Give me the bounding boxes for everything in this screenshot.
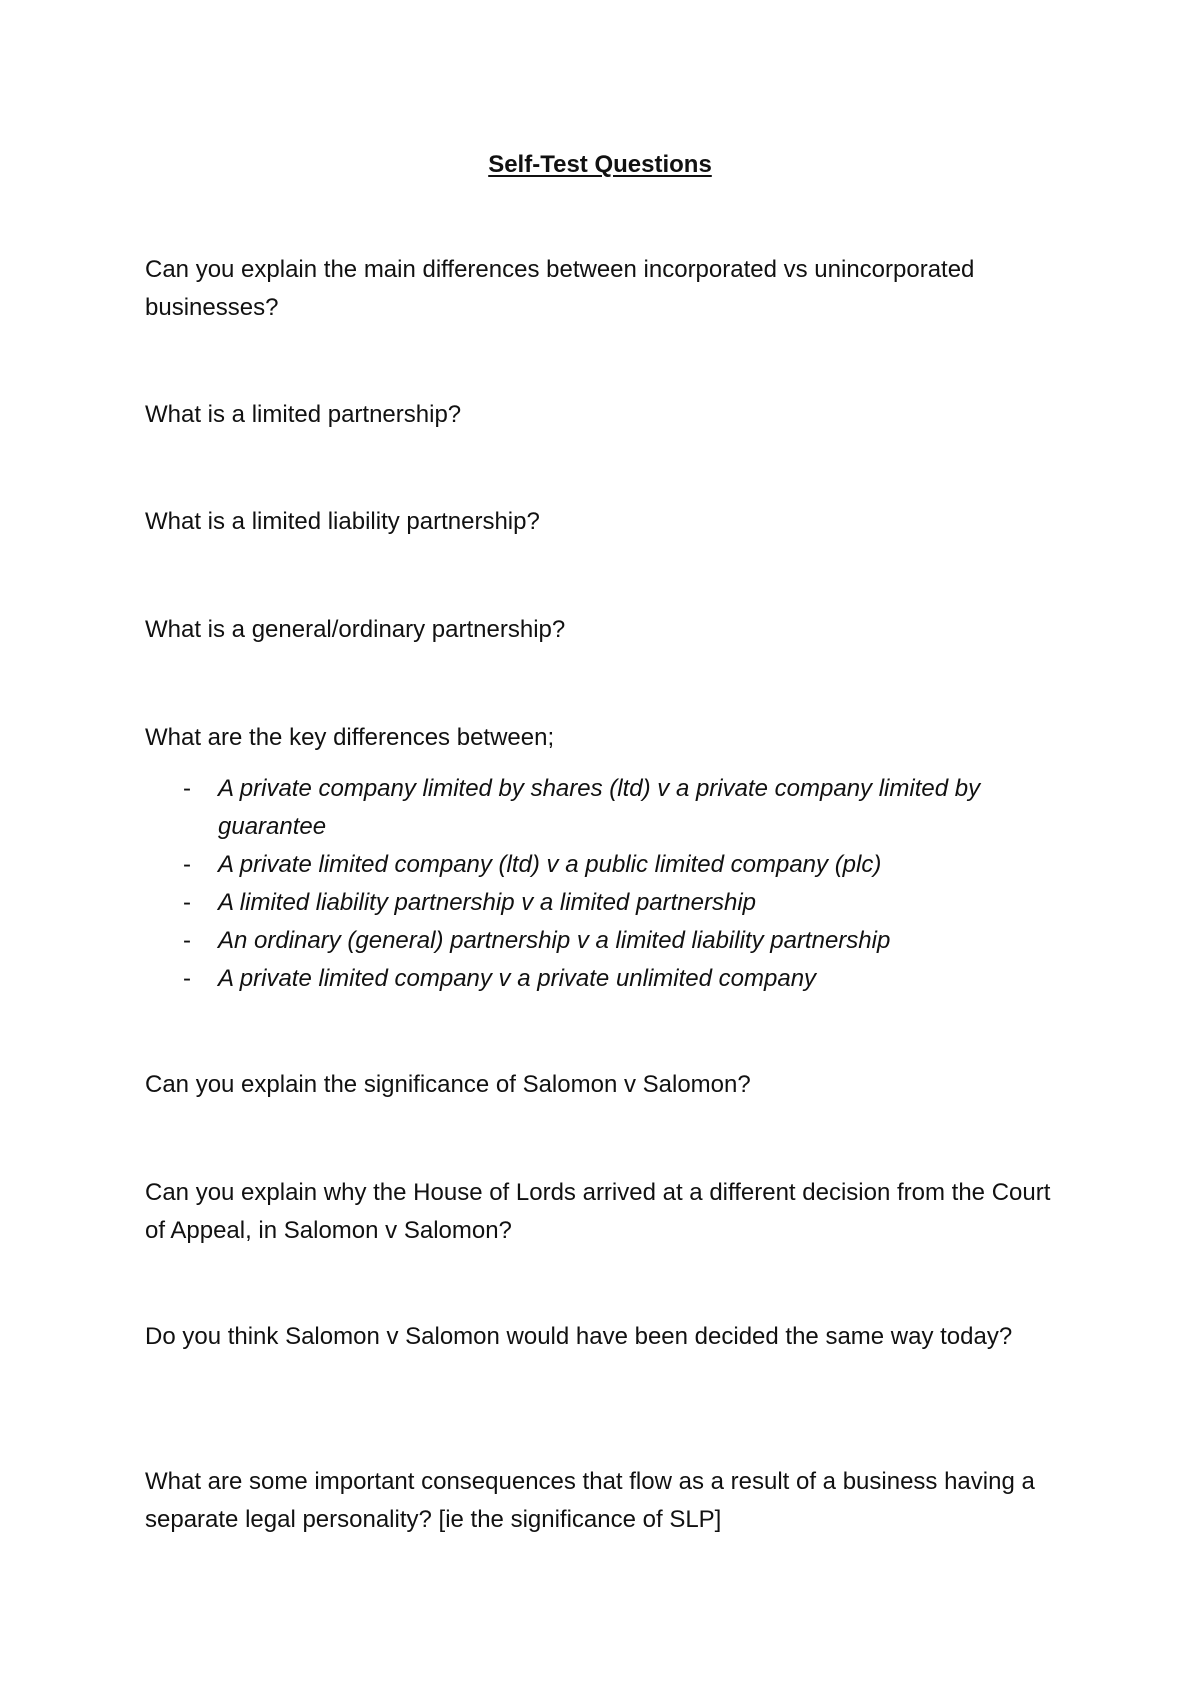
- list-item-text: An ordinary (general) partnership v a limited liability partnership: [218, 927, 891, 954]
- list-dash: -: [183, 851, 191, 878]
- list-item-text: A limited liability partnership v a limited partnership: [218, 889, 757, 916]
- list-item: [145, 846, 1075, 884]
- list-item-text: A private limited company v a private unlimited company: [218, 965, 817, 992]
- list-item-text: A private company limited by shares (ltd) v a private company limited by guarantee: [218, 775, 981, 840]
- question-key-differences: What are the key differences between;: [145, 724, 555, 751]
- list-item: [145, 884, 1075, 922]
- list-item-text: A private limited company (ltd) v a public limited company (plc): [218, 851, 882, 878]
- question-incorporated-vs-unincorporated: Can you explain the main differences between incorporated vs unincorporated businesses?: [145, 256, 975, 321]
- differences-list: [145, 770, 1075, 998]
- question-salomon-significance: Can you explain the significance of Salomon v Salomon?: [145, 1071, 751, 1098]
- list-dash: -: [183, 775, 191, 802]
- question-salomon-today: Do you think Salomon v Salomon would have been decided the same way today?: [145, 1323, 1013, 1350]
- question-separate-legal-personality: What are some important consequences that flow as a result of a business having a separate legal personality? [ie the significance of SLP]: [145, 1468, 1035, 1533]
- list-item: [145, 960, 1075, 998]
- question-limited-partnership: What is a limited partnership?: [145, 401, 462, 428]
- list-item: [145, 770, 1075, 846]
- question-house-of-lords-decision: Can you explain why the House of Lords arrived at a different decision from the Court of Appeal, in Salomon v Salomon?: [145, 1179, 1051, 1244]
- list-item: [145, 922, 1075, 960]
- question-limited-liability-partnership: What is a limited liability partnership?: [145, 508, 540, 535]
- list-dash: -: [183, 927, 191, 954]
- document-title: Self-Test Questions: [488, 151, 712, 178]
- question-general-partnership: What is a general/ordinary partnership?: [145, 616, 566, 643]
- list-dash: -: [183, 965, 191, 992]
- list-dash: -: [183, 889, 191, 916]
